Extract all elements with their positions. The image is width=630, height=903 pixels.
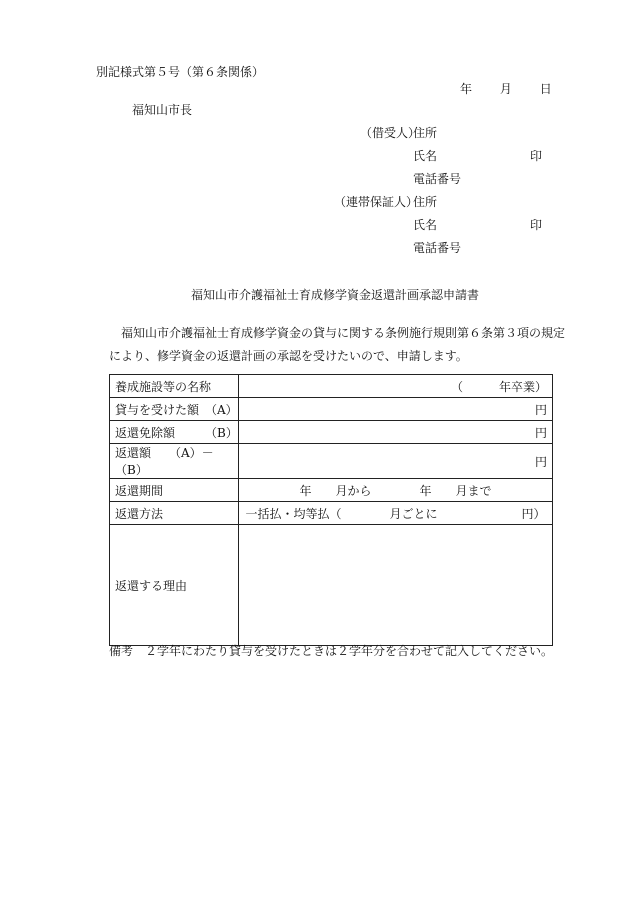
date-line	[460, 80, 552, 97]
date-month: 月	[499, 82, 512, 96]
table-row	[110, 421, 553, 444]
guarantor-role: （連帯保証人）	[334, 195, 419, 209]
date-year: 年	[460, 82, 473, 96]
table-row	[110, 525, 553, 646]
table-row	[110, 444, 553, 479]
table-row	[110, 375, 553, 398]
borrower-address-label: 住所	[413, 126, 438, 140]
row-label: 貸与を受けた額 （A）	[110, 398, 239, 421]
row-label: 返還免除額 （B）	[110, 421, 239, 444]
repayment-table	[109, 374, 553, 646]
table-row	[110, 502, 553, 525]
borrower-role: （借受人）	[360, 126, 421, 140]
borrower-phone-label: 電話番号	[413, 172, 462, 186]
repayment-period-field[interactable]: 年 月から 年 月まで	[239, 479, 553, 502]
repayment-method-field[interactable]: 一括払・均等払（ 月ごとに 円）	[239, 502, 553, 525]
addressee: 福知山市長	[132, 103, 193, 117]
table-row	[110, 479, 553, 502]
row-value[interactable]	[239, 398, 553, 421]
row-label: 返還額 （A）－（B）	[110, 444, 239, 479]
borrower-name-label: 氏名	[413, 149, 438, 163]
row-label: 返還方法	[110, 502, 239, 525]
date-day: 日	[539, 82, 552, 96]
guarantor-address-label: 住所	[413, 195, 438, 209]
yen-unit: 円	[534, 454, 547, 469]
document-title: 福知山市介護福祉士育成修学資金返還計画承認申請書	[191, 288, 480, 302]
row-value[interactable]	[239, 421, 553, 444]
row-value[interactable]	[239, 375, 553, 398]
body-paragraph: 福知山市介護福祉士育成修学資金の貸与に関する条例施行規則第６条第３項の規定により、修学資金の返還計画の承認を受けたいので、申請します。	[109, 326, 566, 363]
row-value[interactable]	[239, 444, 553, 479]
remarks-note: 備考 ２学年にわたり貸与を受けたときは２学年分を合わせて記入してください。	[109, 644, 554, 658]
table-row	[110, 398, 553, 421]
form-number: 別記様式第５号（第６条関係）	[96, 65, 265, 79]
repayment-reason-field[interactable]	[239, 525, 553, 646]
row-label: 返還期間	[110, 479, 239, 502]
guarantor-name-label: 氏名	[413, 218, 438, 232]
borrower-seal: 印	[530, 149, 543, 163]
row-label: 返還する理由	[110, 525, 239, 646]
yen-unit: 円	[534, 425, 547, 440]
row-label: 養成施設等の名称	[110, 375, 239, 398]
yen-unit: 円	[534, 402, 547, 417]
guarantor-seal: 印	[530, 218, 543, 232]
graduation-year-field: （ 年卒業）	[450, 379, 547, 394]
guarantor-phone-label: 電話番号	[413, 241, 462, 255]
